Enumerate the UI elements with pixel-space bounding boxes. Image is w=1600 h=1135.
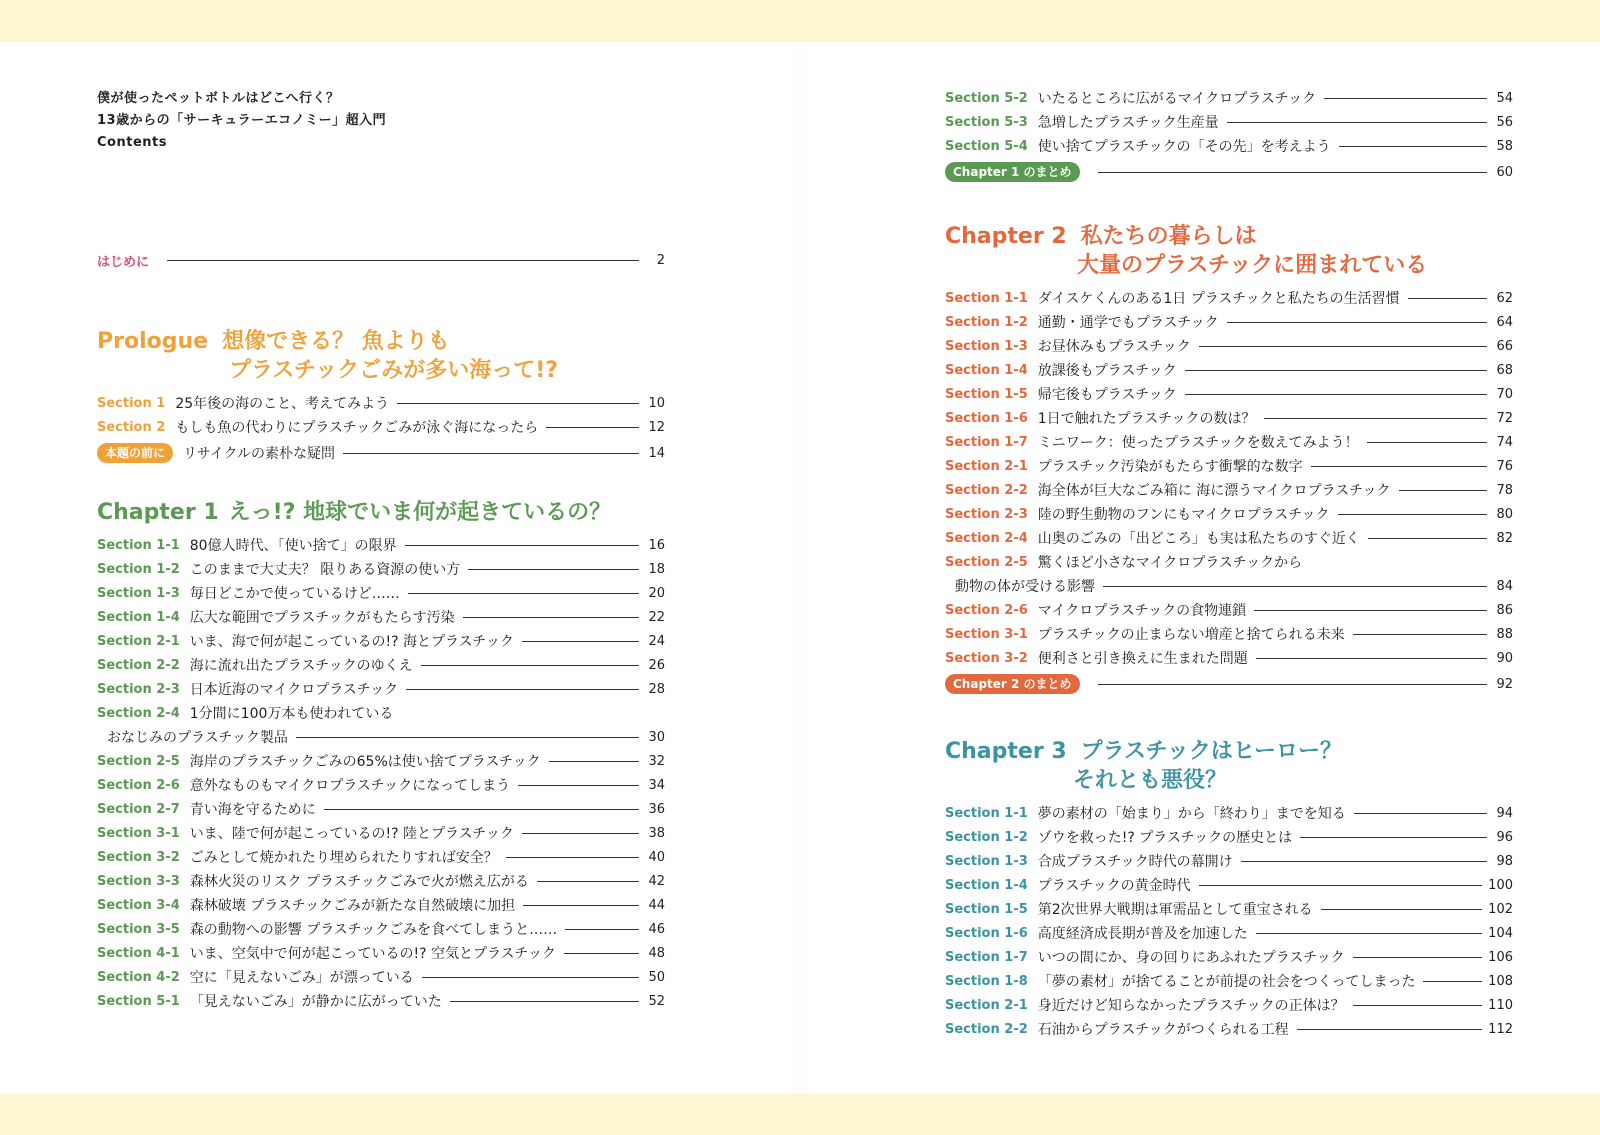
section-number: Section 1-2 [97, 561, 180, 577]
toc-entry[interactable] [97, 797, 665, 821]
toc-entry[interactable] [945, 110, 1513, 134]
section-title: 通勤・通学でもプラスチック [1037, 315, 1219, 331]
toc-entry[interactable] [97, 845, 665, 869]
page-number: 60 [1496, 164, 1513, 180]
toc-entry[interactable] [97, 629, 665, 653]
section-title: 森林破壊 プラスチックごみが新たな自然破壊に加担 [189, 898, 516, 914]
leader-line [518, 785, 639, 786]
page-number: 64 [1496, 314, 1513, 330]
leader-line [565, 929, 639, 930]
section-title: 海に流れ出たプラスチックのゆくえ [189, 658, 413, 674]
section-number: Section 3-3 [97, 873, 180, 889]
prologue-list [97, 391, 665, 467]
section-number: Section 1-7 [945, 434, 1028, 450]
leader-line [1321, 909, 1483, 910]
section-number: Section 3-2 [97, 849, 180, 865]
page-number: 78 [1496, 482, 1513, 498]
section-number: Section 2-2 [945, 1021, 1028, 1037]
chapter1-list-left [97, 533, 665, 1013]
section-title: 帰宅後もプラスチック [1037, 387, 1177, 403]
section-title: 山奥のごみの「出どころ」も実は私たちのすぐ近く [1037, 531, 1360, 547]
section-title: おなじみのプラスチック製品 [107, 730, 288, 746]
leader-line [506, 857, 639, 858]
prologue-title-line1: 想像できる？ 魚よりも [222, 329, 450, 354]
leader-line [463, 617, 639, 618]
section-title: 石油からプラスチックがつくられる工程 [1037, 1022, 1289, 1038]
section-title: 空に「見えないごみ」が漂っている [189, 970, 414, 986]
section-title: 驚くほど小さなマイクロプラスチックから [1037, 555, 1303, 571]
page-number: 54 [1496, 90, 1513, 106]
leader-line [1227, 122, 1487, 123]
section-title: プラスチックの止まらない増産と捨てられる未来 [1037, 627, 1345, 643]
leader-line [450, 1001, 639, 1002]
page-number: 16 [648, 537, 665, 553]
chapter2-label: Chapter 2 [945, 224, 1067, 249]
chapter1-title: えっ!? 地球でいま何が起きているの？ [228, 500, 612, 525]
section-title: 夢の素材の「始まり」から「終わり」までを知る [1037, 806, 1346, 822]
toc-entry[interactable] [97, 965, 665, 989]
section-title: いたるところに広がるマイクロプラスチック [1037, 91, 1317, 107]
leader-line [408, 593, 639, 594]
section-number: Section 2-6 [97, 777, 180, 793]
chapter-badge: Chapter 2 のまとめ [945, 674, 1080, 694]
toc-entry[interactable] [945, 574, 1513, 598]
leader-line [343, 453, 639, 454]
leader-line [522, 833, 639, 834]
section-number: Section 1-6 [945, 410, 1028, 426]
section-title: いま、陸で何が起こっているの!? 陸とプラスチック [189, 826, 514, 842]
page-number: 72 [1496, 410, 1513, 426]
toc-entry[interactable] [945, 945, 1513, 969]
section-number: Section 1-8 [945, 973, 1028, 989]
section-number: Section 1-5 [945, 901, 1028, 917]
section-title: 海全体が巨大なごみ箱に 海に漂うマイクロプラスチック [1037, 483, 1391, 499]
page-number: 2 [656, 252, 665, 268]
leader-line [1324, 98, 1487, 99]
section-number: Section 2-2 [97, 657, 180, 673]
leader-line [1185, 394, 1487, 395]
section-number: Section 2-2 [945, 482, 1028, 498]
section-title: 意外なものもマイクロプラスチックになってしまう [189, 778, 511, 794]
chapter3-title-line1: プラスチックはヒーロー？ [1080, 739, 1343, 764]
toc-entry[interactable] [97, 773, 665, 797]
toc-entry[interactable] [945, 478, 1513, 502]
section-number: Section 2 [97, 419, 166, 435]
section-number: Section 3-1 [97, 825, 180, 841]
leader-line [564, 953, 639, 954]
page-fold [799, 0, 801, 1135]
page-number: 86 [1496, 602, 1513, 618]
section-title: このままで大丈夫？ 限りある資源の使い方 [189, 562, 461, 578]
page-number: 52 [648, 993, 665, 1009]
leader-line [1367, 442, 1487, 443]
chapter-badge: 本題の前に [97, 443, 173, 463]
section-number: Section 1-1 [945, 805, 1028, 821]
leader-line [1098, 172, 1487, 173]
chapter3-heading [945, 737, 1513, 795]
section-title: 1分間に100万本も使われている [189, 706, 394, 722]
intro-label: はじめに [97, 254, 150, 270]
page-number: 90 [1496, 650, 1513, 666]
chapter2-heading [945, 222, 1513, 280]
section-title: もしも魚の代わりにプラスチックごみが泳ぐ海になったら [175, 420, 539, 436]
leader-line [1241, 861, 1487, 862]
section-number: Section 5-3 [945, 114, 1028, 130]
toc-entry[interactable] [945, 550, 1513, 574]
section-number: Section 5-4 [945, 138, 1028, 154]
chapter-badge: Chapter 1 のまとめ [945, 162, 1080, 182]
section-title: 「夢の素材」が捨てることが前提の社会をつくってしまった [1037, 974, 1416, 990]
section-number: Section 1-4 [97, 609, 180, 625]
section-title: ごみとして焼かれたり埋められたりすれば安全？ [189, 850, 498, 866]
page-number: 56 [1496, 114, 1513, 130]
page-number: 44 [648, 897, 665, 913]
leader-line [1353, 634, 1487, 635]
section-number: Section 1-1 [97, 537, 180, 553]
section-number: Section 1-5 [945, 386, 1028, 402]
toc-entry[interactable] [945, 406, 1513, 430]
section-number: Section 1-6 [945, 925, 1028, 941]
leader-line [1354, 813, 1487, 814]
page-number: 84 [1496, 578, 1513, 594]
section-number: Section 1-7 [945, 949, 1028, 965]
toc-entry[interactable] [97, 653, 665, 677]
section-title: 80億人時代、「使い捨て」の限界 [189, 538, 397, 554]
toc-entry[interactable] [97, 415, 665, 439]
section-number: Section 1-3 [97, 585, 180, 601]
toc-entry[interactable] [945, 969, 1513, 993]
page-number: 76 [1496, 458, 1513, 474]
toc-entry[interactable] [945, 382, 1513, 406]
section-number: Section 1-2 [945, 314, 1028, 330]
section-number: Section 3-2 [945, 650, 1028, 666]
toc-entry[interactable] [945, 502, 1513, 526]
leader-line [167, 260, 639, 261]
toc-entry[interactable] [97, 821, 665, 845]
leader-line [1227, 322, 1487, 323]
leader-line [397, 403, 639, 404]
page-number: 88 [1496, 626, 1513, 642]
page-number: 112 [1488, 1021, 1513, 1037]
section-number: Section 1-2 [945, 829, 1028, 845]
section-title: 使い捨てプラスチックの「その先」を考えよう [1037, 139, 1331, 155]
section-title: ミニワーク：使ったプラスチックを数えてみよう！ [1037, 435, 1359, 451]
section-title: 陸の野生動物のフンにもマイクロプラスチック [1037, 507, 1330, 523]
section-title: 高度経済成長期が普及を加速した [1037, 926, 1248, 942]
toc-entry[interactable] [945, 86, 1513, 110]
leader-line [422, 977, 639, 978]
page-number: 74 [1496, 434, 1513, 450]
page-number: 110 [1488, 997, 1513, 1013]
section-title: 青い海を守るために [189, 802, 316, 818]
leader-line [421, 665, 639, 666]
leader-line [1256, 933, 1482, 934]
toc-entry[interactable] [945, 358, 1513, 382]
toc-entry[interactable] [945, 134, 1513, 158]
toc-entry[interactable] [97, 605, 665, 629]
page-number: 92 [1496, 676, 1513, 692]
page-number: 18 [648, 561, 665, 577]
section-title: 合成プラスチック時代の幕開け [1037, 854, 1233, 870]
page-number: 20 [648, 585, 665, 601]
toc-entry[interactable] [97, 893, 665, 917]
leader-line [1353, 957, 1483, 958]
leader-line [468, 569, 639, 570]
toc-entry[interactable] [945, 598, 1513, 622]
toc-entry[interactable] [945, 526, 1513, 550]
section-number: Section 2-5 [97, 753, 180, 769]
leader-line [1338, 514, 1487, 515]
page-number: 80 [1496, 506, 1513, 522]
chapter1-heading [97, 498, 665, 527]
chapter3-title-line2: それとも悪役？ [1073, 768, 1228, 793]
section-title: リサイクルの素朴な疑問 [183, 446, 336, 462]
section-number: Section 4-2 [97, 969, 180, 985]
page-number: 38 [648, 825, 665, 841]
leader-line [296, 737, 639, 738]
section-number: Section 2-3 [97, 681, 180, 697]
toc-entry[interactable] [97, 869, 665, 893]
toc-entry[interactable] [97, 725, 665, 749]
leader-line [537, 881, 639, 882]
toc-entry[interactable] [945, 334, 1513, 358]
section-number: Section 2-5 [945, 554, 1028, 570]
section-title: マイクロプラスチックの食物連鎖 [1037, 603, 1247, 619]
book-title-line1: 僕が使ったペットボトルはどこへ行く？ [97, 91, 340, 106]
toc-entry[interactable] [945, 849, 1513, 873]
page-number: 46 [648, 921, 665, 937]
chapter1-label: Chapter 1 [97, 500, 219, 525]
leader-line [1199, 346, 1487, 347]
prologue-label: Prologue [97, 329, 209, 354]
page-number: 102 [1488, 901, 1513, 917]
page-number: 48 [648, 945, 665, 961]
section-number: Section 1-3 [945, 853, 1028, 869]
page-number: 96 [1496, 829, 1513, 845]
page-number: 28 [648, 681, 665, 697]
section-title: 毎日どこかで使っているけど…… [189, 586, 400, 602]
page-number: 100 [1488, 877, 1513, 893]
leader-line [1399, 490, 1487, 491]
page-number: 32 [648, 753, 665, 769]
section-title: 日本近海のマイクロプラスチック [189, 682, 399, 698]
toc-entry[interactable] [97, 581, 665, 605]
section-title: 便利さと引き換えに生まれた問題 [1037, 651, 1248, 667]
chapter3-label: Chapter 3 [945, 739, 1067, 764]
page-number: 66 [1496, 338, 1513, 354]
section-title: 1日で触れたプラスチックの数は？ [1037, 411, 1256, 427]
section-number: Section 1-3 [945, 338, 1028, 354]
toc-entry[interactable] [945, 646, 1513, 670]
toc-entry[interactable] [945, 873, 1513, 897]
toc-entry[interactable] [97, 533, 665, 557]
leader-line [1423, 981, 1482, 982]
leader-line [406, 689, 639, 690]
contents-label: Contents [97, 135, 167, 150]
page-number: 50 [648, 969, 665, 985]
page-number: 14 [648, 445, 665, 461]
page-number: 34 [648, 777, 665, 793]
leader-line [1256, 658, 1487, 659]
chapter2-summary-entry[interactable] [945, 670, 1513, 698]
leader-line [1408, 298, 1487, 299]
leader-line [324, 809, 639, 810]
book-title [97, 88, 665, 154]
section-title: いつの間にか、身の回りにあふれたプラスチック [1037, 950, 1345, 966]
book-title-line2: 13歳からの「サーキュラーエコノミー」超入門 [97, 113, 387, 128]
section-number: Section 1 [97, 395, 166, 411]
leader-line [522, 641, 639, 642]
leader-line [1098, 684, 1487, 685]
chapter1-summary-entry[interactable] [945, 158, 1513, 186]
toc-entry[interactable] [97, 917, 665, 941]
toc-entry[interactable] [945, 921, 1513, 945]
intro-entry[interactable] [97, 248, 665, 272]
toc-entry[interactable] [97, 701, 665, 725]
leader-line [405, 545, 639, 546]
toc-entry[interactable] [945, 622, 1513, 646]
section-title: プラスチック汚染がもたらす衝撃的な数字 [1037, 459, 1303, 475]
leader-line [1353, 1005, 1483, 1006]
section-number: Section 1-4 [945, 362, 1028, 378]
section-number: Section 1-4 [945, 877, 1028, 893]
section-title: 森の動物への影響 プラスチックごみを食べてしまうと…… [189, 922, 558, 938]
leader-line [1185, 370, 1487, 371]
section-number: Section 4-1 [97, 945, 180, 961]
toc-entry[interactable] [97, 989, 665, 1013]
leader-line [1339, 146, 1487, 147]
leader-line [546, 427, 639, 428]
prologue-heading [97, 327, 665, 385]
section-number: Section 3-5 [97, 921, 180, 937]
section-number: Section 5-2 [945, 90, 1028, 106]
page-number: 40 [648, 849, 665, 865]
leader-line [1199, 885, 1483, 886]
chapter2-title-line1: 私たちの暮らしは [1080, 224, 1257, 249]
section-number: Section 2-1 [945, 997, 1028, 1013]
page-number: 10 [648, 395, 665, 411]
section-title: 25年後の海のこと、考えてみよう [175, 396, 390, 412]
chapter2-list [945, 286, 1513, 698]
chapter3-list [945, 801, 1513, 1041]
page-number: 98 [1496, 853, 1513, 869]
leader-line [549, 761, 639, 762]
toc-entry[interactable] [945, 430, 1513, 454]
page-number: 70 [1496, 386, 1513, 402]
toc-entry[interactable] [97, 941, 665, 965]
page-number: 30 [648, 729, 665, 745]
page-number: 12 [648, 419, 665, 435]
toc-entry[interactable] [945, 1017, 1513, 1041]
chapter2-title-line2: 大量のプラスチックに囲まれている [1077, 253, 1428, 278]
section-number: Section 3-4 [97, 897, 180, 913]
leader-line [523, 905, 639, 906]
page-number: 82 [1496, 530, 1513, 546]
section-title: 急増したプラスチック生産量 [1037, 115, 1219, 131]
section-title: 「見えないごみ」が静かに広がっていた [189, 994, 442, 1010]
page-number: 104 [1488, 925, 1513, 941]
section-title: 海岸のプラスチックごみの65%は使い捨てプラスチック [189, 754, 541, 770]
section-title: 動物の体が受ける影響 [955, 579, 1095, 595]
section-title: 第2次世界大戦期は軍需品として重宝される [1037, 902, 1313, 918]
pre-main-entry[interactable] [97, 439, 665, 467]
leader-line [1368, 538, 1487, 539]
page-number: 108 [1488, 973, 1513, 989]
toc-entry[interactable] [945, 801, 1513, 825]
toc-entry[interactable] [97, 557, 665, 581]
page-number: 106 [1488, 949, 1513, 965]
section-title: 森林火災のリスク プラスチックごみで火が燃え広がる [189, 874, 529, 890]
page-number: 94 [1496, 805, 1513, 821]
toc-entry[interactable] [97, 677, 665, 701]
chapter1-list-right [945, 86, 1513, 186]
toc-entry[interactable] [97, 749, 665, 773]
toc-entry[interactable] [945, 310, 1513, 334]
toc-entry[interactable] [945, 993, 1513, 1017]
page-number: 24 [648, 633, 665, 649]
section-title: 身近だけど知らなかったプラスチックの正体は？ [1037, 998, 1345, 1014]
leader-line [1103, 586, 1487, 587]
page-number: 42 [648, 873, 665, 889]
section-title: いま、空気中で何が起こっているの!? 空気とプラスチック [189, 946, 556, 962]
page-number: 26 [648, 657, 665, 673]
section-title: 広大な範囲でプラスチックがもたらす汚染 [189, 610, 455, 626]
section-title: ダイスケくんのある1日 プラスチックと私たちの生活習慣 [1037, 291, 1400, 307]
toc-entry[interactable] [945, 286, 1513, 310]
toc-entry[interactable] [945, 897, 1513, 921]
page-number: 58 [1496, 138, 1513, 154]
toc-entry[interactable] [97, 391, 665, 415]
leader-line [1300, 837, 1487, 838]
section-number: Section 2-3 [945, 506, 1028, 522]
toc-entry[interactable] [945, 454, 1513, 478]
section-number: Section 5-1 [97, 993, 180, 1009]
toc-entry[interactable] [945, 825, 1513, 849]
section-number: Section 2-7 [97, 801, 180, 817]
section-number: Section 2-1 [97, 633, 180, 649]
leader-line [1254, 610, 1487, 611]
page-number: 22 [648, 609, 665, 625]
section-number: Section 2-4 [945, 530, 1028, 546]
section-number: Section 1-1 [945, 290, 1028, 306]
page-number: 36 [648, 801, 665, 817]
section-number: Section 2-1 [945, 458, 1028, 474]
section-number: Section 2-4 [97, 705, 180, 721]
leader-line [1297, 1029, 1483, 1030]
section-title: 放課後もプラスチック [1037, 363, 1177, 379]
leader-line [1311, 466, 1487, 467]
page-number: 62 [1496, 290, 1513, 306]
section-title: ゾウを救った!? プラスチックの歴史とは [1037, 830, 1293, 846]
leader-line [1264, 418, 1487, 419]
section-number: Section 2-6 [945, 602, 1028, 618]
section-title: いま、海で何が起こっているの!? 海とプラスチック [189, 634, 514, 650]
prologue-title-line2: プラスチックごみが多い海って!? [229, 358, 559, 383]
section-title: お昼休みもプラスチック [1037, 339, 1191, 355]
section-title: プラスチックの黄金時代 [1037, 878, 1191, 894]
page-number: 68 [1496, 362, 1513, 378]
section-number: Section 3-1 [945, 626, 1028, 642]
